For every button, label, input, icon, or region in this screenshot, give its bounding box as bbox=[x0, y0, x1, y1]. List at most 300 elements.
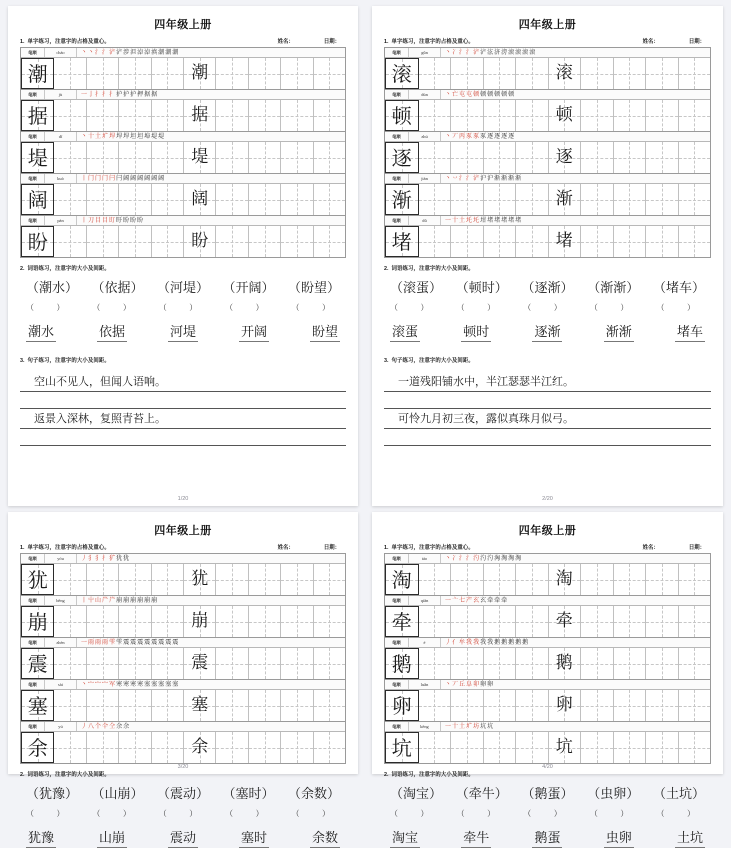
grid-cell[interactable] bbox=[119, 648, 151, 679]
grid-cell[interactable] bbox=[614, 184, 647, 215]
grid-cell[interactable] bbox=[451, 142, 484, 173]
word-trace-item[interactable]: 盼望 bbox=[310, 321, 340, 342]
grid-cell[interactable] bbox=[614, 564, 647, 595]
word-blank[interactable]: （ ） bbox=[158, 809, 208, 818]
grid-cell[interactable] bbox=[385, 564, 419, 595]
sentence-blank-line[interactable] bbox=[384, 392, 711, 409]
grid-cell[interactable] bbox=[119, 732, 151, 763]
grid-cell[interactable] bbox=[385, 690, 419, 721]
grid-cell[interactable] bbox=[549, 732, 582, 763]
stroke-glyph: 淖 bbox=[144, 48, 151, 56]
word-blank[interactable]: （ ） bbox=[523, 303, 572, 312]
grid-cell[interactable] bbox=[54, 184, 86, 215]
sentence-blank-line[interactable] bbox=[20, 429, 346, 446]
grid-cell[interactable] bbox=[21, 648, 54, 679]
grid-cell[interactable] bbox=[679, 100, 711, 131]
grid-cell[interactable] bbox=[484, 226, 517, 257]
character-model: 塞 bbox=[27, 693, 48, 718]
grid-cell[interactable] bbox=[484, 690, 517, 721]
grid-cell[interactable] bbox=[281, 690, 313, 721]
grid-cell[interactable] bbox=[184, 648, 216, 679]
grid-cell[interactable] bbox=[152, 732, 184, 763]
grid-cell[interactable] bbox=[249, 58, 281, 89]
grid-cell[interactable] bbox=[119, 226, 151, 257]
grid-cell[interactable] bbox=[614, 142, 647, 173]
grid-cell[interactable] bbox=[21, 142, 54, 173]
stroke-glyph: 屮 bbox=[88, 596, 95, 604]
grid-cell[interactable] bbox=[152, 226, 184, 257]
grid-cell[interactable] bbox=[281, 100, 313, 131]
stroke-glyph: 丨 bbox=[81, 216, 88, 224]
word-trace-item[interactable]: 渐渐 bbox=[604, 321, 634, 342]
grid-cell[interactable] bbox=[216, 606, 248, 637]
grid-cell[interactable] bbox=[516, 226, 549, 257]
name-field-label[interactable]: 姓名： bbox=[277, 545, 294, 551]
grid-cell[interactable] bbox=[87, 606, 119, 637]
grid-cell[interactable] bbox=[614, 226, 647, 257]
grid-cell[interactable] bbox=[152, 58, 184, 89]
character-model: 淘 bbox=[391, 567, 412, 592]
grid-cell[interactable] bbox=[216, 648, 248, 679]
grid-cell[interactable] bbox=[646, 100, 679, 131]
word-blank[interactable]: （ ） bbox=[225, 809, 274, 818]
grid-cell[interactable] bbox=[549, 142, 582, 173]
grid-cell[interactable] bbox=[451, 564, 484, 595]
grid-cell[interactable] bbox=[152, 564, 184, 595]
word-blank[interactable]: （ ） bbox=[456, 809, 506, 818]
grid-cell[interactable] bbox=[484, 184, 517, 215]
grid-cell[interactable] bbox=[646, 58, 679, 89]
grid-cell[interactable] bbox=[581, 690, 614, 721]
grid-cell[interactable] bbox=[87, 226, 119, 257]
grid-cell[interactable] bbox=[216, 690, 248, 721]
grid-cell[interactable] bbox=[385, 226, 419, 257]
grid-cell[interactable] bbox=[249, 100, 281, 131]
grid-cell[interactable] bbox=[419, 648, 452, 679]
grid-cell[interactable] bbox=[679, 58, 711, 89]
word-trace-item[interactable]: 逐渐 bbox=[532, 321, 562, 342]
grid-cell[interactable] bbox=[385, 184, 419, 215]
word-blank[interactable]: （ ） bbox=[291, 303, 340, 312]
grid-cell[interactable] bbox=[614, 690, 647, 721]
stroke-glyph: 玄 bbox=[480, 596, 487, 604]
grid-cell[interactable] bbox=[549, 58, 582, 89]
stroke-glyph: 盼 bbox=[130, 216, 137, 224]
grid-cell[interactable] bbox=[21, 226, 54, 257]
word-trace-item[interactable]: 余数 bbox=[310, 827, 340, 848]
grid-cell[interactable] bbox=[451, 690, 484, 721]
grid-cell[interactable] bbox=[249, 648, 281, 679]
grid-cell[interactable] bbox=[281, 732, 313, 763]
grid-cell[interactable] bbox=[281, 58, 313, 89]
word-trace-item[interactable]: 淘宝 bbox=[390, 827, 420, 848]
grid-cell[interactable] bbox=[679, 226, 711, 257]
grid-cell[interactable] bbox=[451, 648, 484, 679]
grid-cell[interactable] bbox=[87, 648, 119, 679]
grid-cell[interactable] bbox=[385, 648, 419, 679]
grid-cell[interactable] bbox=[184, 564, 216, 595]
grid-cell[interactable] bbox=[646, 564, 679, 595]
section-number: 2. bbox=[384, 266, 389, 272]
grid-cell[interactable] bbox=[516, 732, 549, 763]
grid-cell[interactable] bbox=[249, 142, 281, 173]
grid-cell[interactable] bbox=[385, 58, 419, 89]
word-blank[interactable]: （ ） bbox=[589, 303, 639, 312]
stroke-glyph: 浐 bbox=[473, 48, 480, 56]
grid-cell[interactable] bbox=[614, 100, 647, 131]
word-item: （逐渐） bbox=[521, 281, 574, 296]
word-blank[interactable]: （ ） bbox=[158, 303, 208, 312]
grid-cell[interactable] bbox=[451, 732, 484, 763]
grid-cell[interactable] bbox=[451, 100, 484, 131]
grid-cell[interactable] bbox=[314, 184, 345, 215]
page-number: 1/20 bbox=[177, 496, 189, 502]
stroke-order-label: 笔顺 bbox=[385, 638, 409, 647]
grid-cell[interactable] bbox=[679, 690, 711, 721]
word-trace-item[interactable]: 虫卵 bbox=[604, 827, 634, 848]
stroke-order-label: 笔顺 bbox=[385, 596, 409, 605]
grid-cell[interactable] bbox=[516, 564, 549, 595]
stroke-glyph: 宀 bbox=[102, 680, 109, 688]
grid-cell[interactable] bbox=[54, 58, 86, 89]
grid-cell[interactable] bbox=[646, 690, 679, 721]
word-trace-item[interactable]: 山崩 bbox=[97, 827, 127, 848]
grid-cell[interactable] bbox=[646, 184, 679, 215]
sentence-line[interactable]: 空山不见人，但闻人语响。 bbox=[20, 372, 346, 392]
stroke-sequence bbox=[441, 640, 710, 646]
grid-cell[interactable] bbox=[419, 606, 452, 637]
grid-cell[interactable] bbox=[549, 100, 582, 131]
word-trace-item[interactable]: 依据 bbox=[97, 321, 127, 342]
grid-cell[interactable] bbox=[614, 732, 647, 763]
grid-cell[interactable] bbox=[152, 100, 184, 131]
word-trace-item[interactable]: 潮水 bbox=[26, 321, 56, 342]
word-blank[interactable]: （ ） bbox=[656, 809, 705, 818]
date-field-label[interactable]: 日期： bbox=[323, 545, 340, 551]
grid-cell[interactable] bbox=[184, 690, 216, 721]
word-blank[interactable]: （ ） bbox=[291, 809, 340, 818]
grid-cell[interactable] bbox=[216, 226, 248, 257]
word-blank[interactable]: （ ） bbox=[456, 303, 506, 312]
grid-cell[interactable] bbox=[249, 564, 281, 595]
grid-cell[interactable] bbox=[484, 606, 517, 637]
grid-cell[interactable] bbox=[184, 226, 216, 257]
grid-cell[interactable] bbox=[484, 142, 517, 173]
grid-cell[interactable] bbox=[549, 606, 582, 637]
grid-cell[interactable] bbox=[646, 142, 679, 173]
word-trace-item[interactable]: 塞时 bbox=[239, 827, 269, 848]
worksheet-page[interactable] bbox=[8, 6, 358, 506]
stroke-order-label: 笔顺 bbox=[21, 596, 45, 605]
stroke-glyph: 氵 bbox=[95, 48, 102, 56]
grid-cell[interactable] bbox=[679, 606, 711, 637]
name-field-label[interactable]: 姓名： bbox=[277, 39, 294, 45]
date-field-label[interactable]: 日期： bbox=[688, 545, 705, 551]
grid-cell[interactable] bbox=[581, 58, 614, 89]
stroke-glyph: 泫 bbox=[487, 48, 494, 56]
grid-cell[interactable] bbox=[516, 648, 549, 679]
grid-cell[interactable] bbox=[484, 732, 517, 763]
grid-cell[interactable] bbox=[54, 226, 86, 257]
grid-cell[interactable] bbox=[54, 732, 86, 763]
grid-cell[interactable] bbox=[216, 732, 248, 763]
grid-cell[interactable] bbox=[419, 690, 452, 721]
grid-cell[interactable] bbox=[216, 100, 248, 131]
grid-cell[interactable] bbox=[216, 184, 248, 215]
grid-cell[interactable] bbox=[87, 732, 119, 763]
grid-cell[interactable] bbox=[419, 142, 452, 173]
grid-cell[interactable] bbox=[249, 690, 281, 721]
grid-cell[interactable] bbox=[679, 184, 711, 215]
sentence-blank-line[interactable] bbox=[384, 429, 711, 446]
pinyin-label: dī bbox=[45, 132, 77, 141]
character-grid-row bbox=[21, 564, 345, 595]
grid-cell[interactable] bbox=[119, 690, 151, 721]
grid-cell[interactable] bbox=[119, 606, 151, 637]
worksheet-page[interactable] bbox=[8, 512, 358, 846]
grid-cell[interactable] bbox=[281, 564, 313, 595]
page-number: 4/20 bbox=[542, 764, 553, 770]
grid-cell[interactable] bbox=[281, 142, 313, 173]
grid-cell[interactable] bbox=[484, 648, 517, 679]
grid-cell[interactable] bbox=[54, 100, 86, 131]
grid-cell[interactable] bbox=[21, 100, 54, 131]
character-practice-table bbox=[384, 553, 711, 764]
grid-cell[interactable] bbox=[646, 606, 679, 637]
grid-cell[interactable] bbox=[419, 184, 452, 215]
grid-cell[interactable] bbox=[646, 226, 679, 257]
word-blank[interactable]: （ ） bbox=[523, 809, 572, 818]
grid-cell[interactable] bbox=[21, 690, 54, 721]
word-trace-item[interactable]: 河堤 bbox=[168, 321, 198, 342]
word-trace-item[interactable]: 顿时 bbox=[461, 321, 491, 342]
word-trace-item[interactable]: 犹豫 bbox=[26, 827, 56, 848]
grid-cell[interactable] bbox=[152, 142, 184, 173]
grid-cell[interactable] bbox=[87, 184, 119, 215]
word-blank[interactable]: （ ） bbox=[26, 809, 75, 818]
grid-cell[interactable] bbox=[119, 184, 151, 215]
grid-cell[interactable] bbox=[184, 184, 216, 215]
grid-cell[interactable] bbox=[87, 564, 119, 595]
sentence-line[interactable]: 可怜九月初三夜，露似真珠月似弓。 bbox=[384, 409, 711, 429]
grid-cell[interactable] bbox=[249, 732, 281, 763]
name-field-label[interactable]: 姓名： bbox=[642, 545, 659, 551]
grid-cell[interactable] bbox=[152, 606, 184, 637]
word-blank[interactable]: （ ） bbox=[656, 303, 705, 312]
grid-cell[interactable] bbox=[87, 690, 119, 721]
name-field-label[interactable]: 姓名： bbox=[642, 39, 659, 45]
grid-cell[interactable] bbox=[484, 100, 517, 131]
date-field-label[interactable]: 日期： bbox=[323, 39, 340, 45]
word-trace-item[interactable]: 开阔 bbox=[239, 321, 269, 342]
grid-cell[interactable] bbox=[314, 142, 345, 173]
grid-cell[interactable] bbox=[54, 142, 86, 173]
grid-cell[interactable] bbox=[249, 606, 281, 637]
character-row bbox=[21, 596, 345, 638]
grid-cell[interactable] bbox=[54, 606, 86, 637]
grid-cell[interactable] bbox=[451, 226, 484, 257]
sentence-line[interactable]: 返景入深林，复照青苔上。 bbox=[20, 409, 346, 429]
word-blank[interactable]: （ ） bbox=[92, 809, 141, 818]
grid-cell[interactable] bbox=[549, 226, 582, 257]
grid-cell[interactable] bbox=[419, 58, 452, 89]
stroke-glyph: 淘 bbox=[501, 554, 508, 562]
date-field-label[interactable]: 日期： bbox=[688, 39, 705, 45]
grid-cell[interactable] bbox=[581, 564, 614, 595]
grid-cell[interactable] bbox=[314, 648, 345, 679]
grid-cell[interactable] bbox=[581, 184, 614, 215]
word-blank[interactable]: （ ） bbox=[225, 303, 274, 312]
stroke-glyph: 丘 bbox=[459, 680, 466, 688]
grid-cell[interactable] bbox=[484, 58, 517, 89]
grid-cell[interactable] bbox=[87, 100, 119, 131]
word-blank[interactable]: （ ） bbox=[390, 809, 439, 818]
grid-cell[interactable] bbox=[21, 184, 54, 215]
stroke-glyph: 氵 bbox=[466, 554, 473, 562]
grid-cell[interactable] bbox=[314, 690, 345, 721]
grid-cell[interactable] bbox=[614, 58, 647, 89]
grid-cell[interactable] bbox=[184, 732, 216, 763]
grid-cell[interactable] bbox=[314, 100, 345, 131]
word-model-row bbox=[384, 783, 711, 802]
grid-cell[interactable] bbox=[314, 606, 345, 637]
grid-cell[interactable] bbox=[249, 184, 281, 215]
grid-cell[interactable] bbox=[314, 732, 345, 763]
grid-cell[interactable] bbox=[451, 184, 484, 215]
grid-cell[interactable] bbox=[385, 142, 419, 173]
grid-cell[interactable] bbox=[54, 648, 86, 679]
stroke-glyph: 七 bbox=[459, 596, 466, 604]
stroke-glyph: 刀 bbox=[88, 216, 95, 224]
grid-cell[interactable] bbox=[451, 58, 484, 89]
word-trace-item[interactable]: 滚蛋 bbox=[390, 321, 420, 342]
word-trace-item[interactable]: 土坑 bbox=[675, 827, 705, 848]
word-blank[interactable]: （ ） bbox=[92, 303, 141, 312]
worksheet-page[interactable] bbox=[372, 6, 723, 506]
grid-cell[interactable] bbox=[549, 648, 582, 679]
grid-cell[interactable] bbox=[184, 606, 216, 637]
grid-cell[interactable] bbox=[281, 606, 313, 637]
grid-cell[interactable] bbox=[119, 142, 151, 173]
character-model: 阔 bbox=[27, 187, 48, 212]
grid-cell[interactable] bbox=[281, 648, 313, 679]
grid-cell[interactable] bbox=[216, 58, 248, 89]
sentence-line[interactable]: 一道残阳铺水中，半江瑟瑟半江红。 bbox=[384, 372, 711, 392]
grid-cell[interactable] bbox=[21, 606, 54, 637]
grid-cell[interactable] bbox=[549, 184, 582, 215]
grid-cell[interactable] bbox=[54, 690, 86, 721]
grid-cell[interactable] bbox=[281, 226, 313, 257]
grid-cell[interactable] bbox=[87, 58, 119, 89]
grid-cell[interactable] bbox=[679, 732, 711, 763]
grid-cell[interactable] bbox=[21, 732, 54, 763]
grid-cell[interactable] bbox=[419, 732, 452, 763]
word-blank[interactable]: （ ） bbox=[26, 303, 75, 312]
grid-cell[interactable] bbox=[314, 58, 345, 89]
grid-cell[interactable] bbox=[21, 58, 54, 89]
grid-cell[interactable] bbox=[581, 648, 614, 679]
grid-cell[interactable] bbox=[549, 690, 582, 721]
word-blank[interactable]: （ ） bbox=[390, 303, 439, 312]
character-trace: 据 bbox=[191, 105, 209, 125]
word-trace-item[interactable]: 鹅蛋 bbox=[532, 827, 562, 848]
grid-cell[interactable] bbox=[581, 732, 614, 763]
grid-cell[interactable] bbox=[216, 564, 248, 595]
sentence-blank-line[interactable] bbox=[20, 392, 346, 409]
grid-cell[interactable] bbox=[314, 226, 345, 257]
stroke-glyph: 圹 bbox=[102, 132, 109, 140]
grid-cell[interactable] bbox=[184, 142, 216, 173]
stroke-glyph: 崩 bbox=[116, 596, 123, 604]
grid-cell[interactable] bbox=[152, 648, 184, 679]
grid-cell[interactable] bbox=[679, 564, 711, 595]
word-trace-item[interactable]: 牵牛 bbox=[461, 827, 491, 848]
grid-cell[interactable] bbox=[516, 184, 549, 215]
grid-cell[interactable] bbox=[516, 606, 549, 637]
grid-cell[interactable] bbox=[451, 606, 484, 637]
stroke-glyph: 潮 bbox=[165, 48, 172, 56]
word-trace-item[interactable]: 堵车 bbox=[675, 321, 705, 342]
worksheet-page[interactable] bbox=[372, 512, 723, 846]
grid-cell[interactable] bbox=[614, 648, 647, 679]
grid-cell[interactable] bbox=[152, 690, 184, 721]
grid-cell[interactable] bbox=[184, 100, 216, 131]
word-blank[interactable]: （ ） bbox=[589, 809, 639, 818]
grid-cell[interactable] bbox=[119, 564, 151, 595]
character-grid-row bbox=[385, 184, 710, 215]
grid-cell[interactable] bbox=[581, 142, 614, 173]
grid-cell[interactable] bbox=[281, 184, 313, 215]
grid-cell[interactable] bbox=[87, 142, 119, 173]
grid-cell[interactable] bbox=[646, 732, 679, 763]
character-trace: 滚 bbox=[555, 63, 573, 83]
grid-cell[interactable] bbox=[581, 606, 614, 637]
grid-cell[interactable] bbox=[679, 142, 711, 173]
grid-cell[interactable] bbox=[314, 564, 345, 595]
stroke-glyph: 垾 bbox=[123, 132, 130, 140]
stroke-glyph: 寒 bbox=[123, 680, 130, 688]
grid-cell[interactable] bbox=[385, 606, 419, 637]
grid-cell[interactable] bbox=[385, 100, 419, 131]
grid-cell[interactable] bbox=[581, 100, 614, 131]
grid-cell[interactable] bbox=[119, 100, 151, 131]
grid-cell[interactable] bbox=[419, 226, 452, 257]
grid-cell[interactable] bbox=[385, 732, 419, 763]
grid-cell[interactable] bbox=[549, 564, 582, 595]
grid-cell[interactable] bbox=[152, 184, 184, 215]
grid-cell[interactable] bbox=[581, 226, 614, 257]
grid-cell[interactable] bbox=[216, 142, 248, 173]
grid-cell[interactable] bbox=[419, 100, 452, 131]
grid-cell[interactable] bbox=[516, 58, 549, 89]
grid-cell[interactable] bbox=[54, 564, 86, 595]
grid-cell[interactable] bbox=[516, 690, 549, 721]
grid-cell[interactable] bbox=[119, 58, 151, 89]
grid-cell[interactable] bbox=[614, 606, 647, 637]
grid-cell[interactable] bbox=[249, 226, 281, 257]
word-trace-item[interactable]: 震动 bbox=[168, 827, 198, 848]
stroke-glyph: 牵 bbox=[494, 596, 501, 604]
grid-cell[interactable] bbox=[516, 100, 549, 131]
section-heading-single-char bbox=[20, 37, 346, 45]
grid-cell[interactable] bbox=[21, 564, 54, 595]
grid-cell[interactable] bbox=[184, 58, 216, 89]
grid-cell[interactable] bbox=[516, 142, 549, 173]
grid-cell[interactable] bbox=[484, 564, 517, 595]
grid-cell[interactable] bbox=[419, 564, 452, 595]
grid-cell[interactable] bbox=[679, 648, 711, 679]
grid-cell[interactable] bbox=[646, 648, 679, 679]
